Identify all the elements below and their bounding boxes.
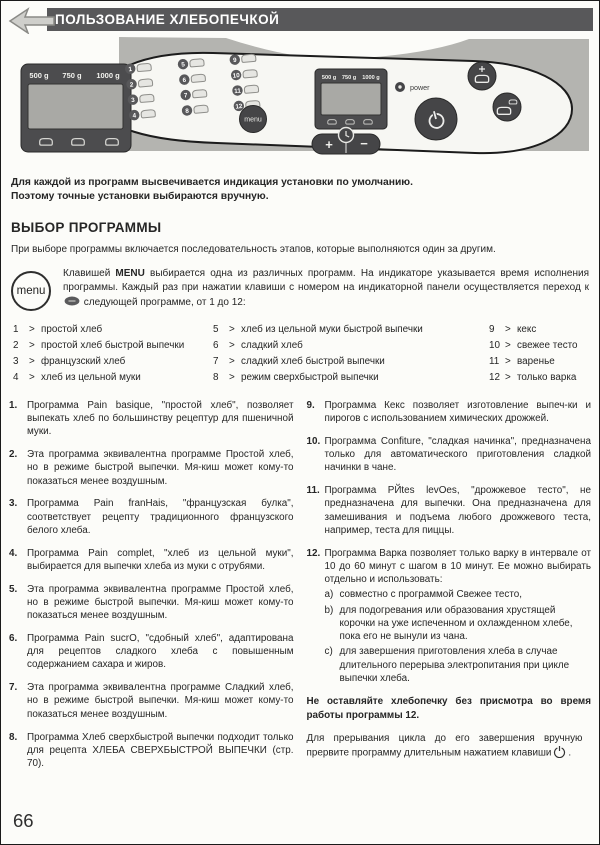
program-number: 10 xyxy=(489,340,500,352)
power-button xyxy=(415,98,457,140)
separator: > xyxy=(229,324,235,336)
program-label: свежее тесто xyxy=(517,340,578,352)
svg-text:3: 3 xyxy=(130,96,136,105)
menu-key-icon: menu xyxy=(11,271,51,311)
separator: > xyxy=(229,371,235,383)
closing-seg1: Для прерывания цикла до его завершения вручную прервите программу длительным нажатием клавиши xyxy=(306,732,583,759)
program-list-item xyxy=(489,322,589,338)
separator: > xyxy=(29,371,35,383)
item-number: 10. xyxy=(306,435,321,447)
bread-icon xyxy=(140,94,155,102)
bread-icon xyxy=(138,79,153,87)
svg-text:6: 6 xyxy=(182,76,187,85)
svg-text:8: 8 xyxy=(185,107,190,115)
svg-text:5: 5 xyxy=(181,61,186,69)
program-list-item xyxy=(213,354,489,370)
program-description-10 xyxy=(307,435,592,475)
menu-button xyxy=(240,106,267,133)
program-label: простой хлеб xyxy=(41,324,103,336)
program-description-4 xyxy=(9,547,294,574)
program-list-item xyxy=(489,370,589,386)
weight-label-500: 500 g xyxy=(29,71,49,80)
menu-text-seg1: Клавишей xyxy=(63,267,111,279)
item-text: Программа Pain sucrO, "сдобный хлеб", адаптирована для рецептов сладкого хлеба с повышенным содержанием сахара и жиров. xyxy=(27,632,294,671)
svg-text:9: 9 xyxy=(232,56,237,65)
section-heading: ВЫБОР ПРОГРАММЫ xyxy=(11,219,162,235)
page-header xyxy=(1,8,593,31)
program-quick-list xyxy=(13,322,589,385)
program-list-item xyxy=(489,354,589,370)
arrow-icon xyxy=(6,4,58,34)
item-text: Программа Pain complet, "хлеб из цельной муки", выбирается для выпечки хлеба из муки с отрубями. xyxy=(27,547,294,572)
sublist-marker: a) xyxy=(324,589,334,601)
unattended-warning: Не оставляйте хлебопечку без присмотра во время работы программы 12. xyxy=(306,696,591,721)
separator: > xyxy=(505,356,511,367)
separator: > xyxy=(505,324,511,336)
program-list-item xyxy=(213,322,489,338)
item-text: Программа Хлеб сверхбыстрой выпечки подходит только для рецепта ХЛЕБА СВЕРХБЫСТРОЙ ВЫПЕЧКИ (стр. 70). xyxy=(27,731,294,770)
sublist-text: для подогревания или образования хрустящей корочки на уже испеченном и охлажденном хлебе, пока его не вынули из чана. xyxy=(339,604,573,643)
program-list-item xyxy=(489,338,589,354)
bread-icon xyxy=(192,89,207,97)
sublist-marker: b) xyxy=(324,604,334,616)
sublist-item-c xyxy=(325,645,592,685)
program-label: кекс xyxy=(517,324,537,336)
bread-icon xyxy=(241,54,256,62)
closing-seg2: . xyxy=(568,747,572,759)
crust-color-button xyxy=(468,62,496,90)
item-text: Программа Confiture, "сладкая начинка", предназначена только для автоматического приготовления сладкой начинки в чане. xyxy=(324,435,591,474)
menu-text-seg2: выбирается одна из различных программ. На индикаторе указывается время исполнения программы. Каждый раз при нажатии клавиши с номером на индикаторной панели осуществляется переход к xyxy=(63,267,589,294)
program-label: сладкий хлеб xyxy=(241,340,303,352)
separator: > xyxy=(29,356,35,367)
program-description-3 xyxy=(9,497,294,537)
sublist-text: совместно с программой Свежее тесто, xyxy=(339,589,523,601)
program-description-7 xyxy=(9,681,294,721)
program-list-item xyxy=(13,370,213,386)
program-label: сладкий хлеб быстрой выпечки xyxy=(241,356,385,367)
program-label: варенье xyxy=(517,356,555,367)
program-label: простой хлеб быстрой выпечки xyxy=(41,340,185,352)
program-number: 4 xyxy=(13,371,19,383)
program-number: 5 xyxy=(213,324,219,336)
control-panel-illustration xyxy=(1,31,600,171)
item-number: 1. xyxy=(9,399,18,411)
item-text: Программа PЙtes levOes, "дрожжевое тесто", не предназначена для выпечки. Она предназначена для замешивания и подъема любого дрожжевого теста, например, теста для пиццы. xyxy=(324,485,591,536)
svg-text:4: 4 xyxy=(132,112,137,120)
program-number: 2 xyxy=(13,340,19,352)
program-number: 11 xyxy=(489,356,500,367)
loaf-size-button xyxy=(493,93,521,121)
item-number: 2. xyxy=(9,448,18,460)
weight-label-500: 500 g xyxy=(321,75,337,81)
program-description-6 xyxy=(9,632,294,672)
description-column-left xyxy=(9,399,294,780)
program-description-11 xyxy=(307,484,592,537)
program-list-item xyxy=(13,322,213,338)
bread-icon xyxy=(244,85,259,93)
item-text: Эта программа эквивалентна программе Простой хлеб, но в режиме быстрой выпечки. Мя-киш может кому-то показаться менее воздушным. xyxy=(27,448,294,487)
item-number: 11. xyxy=(306,485,320,497)
program-number: 1 xyxy=(13,324,19,336)
side-display-screen xyxy=(28,84,123,129)
separator: > xyxy=(505,371,511,383)
item-number: 9. xyxy=(306,399,315,411)
power-key-inline-icon xyxy=(553,745,566,762)
program-description-2 xyxy=(9,448,294,488)
menu-key-inline-icon xyxy=(64,296,80,312)
program-label: режим сверхбыстрой выпечки xyxy=(241,371,379,383)
svg-text:7: 7 xyxy=(183,92,188,100)
program-number: 8 xyxy=(213,371,219,383)
item-number: 3. xyxy=(9,498,18,510)
weight-label-750: 750 g xyxy=(341,75,357,81)
weight-label-1000: 1000 g xyxy=(362,75,380,81)
power-indicator xyxy=(395,82,430,92)
bread-icon xyxy=(243,69,258,77)
bread-icon xyxy=(141,110,156,118)
description-column-right xyxy=(307,399,592,780)
svg-text:12: 12 xyxy=(235,102,243,111)
item-text: Программа Варка позволяет только варку в интервале от 10 до 60 минут с шагом в 10 минут. Ее можно выбирать отдельно и использовать: xyxy=(324,547,591,586)
program-label: хлеб из цельной муки xyxy=(41,371,141,383)
program-list-item xyxy=(13,338,213,354)
item-text: Эта программа эквивалентна программе Простой хлеб, но в режиме быстрой выпечки. Мя-киш может кому-то показаться менее воздушным. xyxy=(27,583,294,622)
item-number: 6. xyxy=(9,632,18,644)
menu-word: MENU xyxy=(110,267,151,279)
program-description-1 xyxy=(9,399,294,439)
sublist-text: для завершения приготовления хлеба в случае длительного перерыва электропитания при цикле выпечки хлеба. xyxy=(339,646,570,684)
item-number: 7. xyxy=(9,682,18,694)
program-list-column-2 xyxy=(213,322,489,385)
sublist-marker: c) xyxy=(324,646,333,658)
page-title: ПОЛЬЗОВАНИЕ ХЛЕБОПЕЧКОЙ xyxy=(47,8,593,31)
side-display xyxy=(21,64,131,152)
bread-icon xyxy=(137,63,152,71)
program-list-item xyxy=(213,338,489,354)
program-description-5 xyxy=(9,583,294,623)
svg-text:11: 11 xyxy=(233,87,242,96)
program-list-column-1 xyxy=(13,322,213,385)
page-number: 66 xyxy=(13,810,34,831)
item-text: Программа Кекс позволяет изготовление выпеч-ки и пирогов с использованием химических дрожжей. xyxy=(324,399,591,424)
item-number: 12. xyxy=(306,547,321,559)
program-label: только варка xyxy=(517,371,577,383)
bread-icon xyxy=(194,105,209,113)
svg-text:menu: menu xyxy=(244,116,262,124)
bread-icon xyxy=(190,59,205,67)
sublist-item-a xyxy=(325,588,592,601)
minus-button: − xyxy=(360,136,368,151)
program-number: 7 xyxy=(213,356,219,367)
separator: > xyxy=(505,340,511,352)
separator: > xyxy=(229,356,235,367)
note-line-2: Поэтому точные установки выбираются вручную. xyxy=(11,191,269,203)
svg-text:2: 2 xyxy=(129,81,134,89)
svg-text:10: 10 xyxy=(232,72,241,80)
lcd-screen xyxy=(321,83,381,115)
program-number: 6 xyxy=(213,340,219,352)
menu-paragraph xyxy=(63,267,589,312)
cycle-interrupt-note xyxy=(307,732,583,763)
program-label: хлеб из цельной муки быстрой выпечки xyxy=(241,324,423,336)
item-text: Программа Pain franHais, "французская булка", соответствует рецепту традиционного французского белого хлеба. xyxy=(27,498,294,536)
program-list-item xyxy=(213,370,489,386)
program-list-column-3 xyxy=(489,322,589,385)
item-number: 5. xyxy=(9,583,18,595)
program-number: 3 xyxy=(13,356,19,367)
program-number: 12 xyxy=(489,371,500,383)
weight-label-750: 750 g xyxy=(62,71,82,80)
item-text: Эта программа эквивалентна программе Сладкий хлеб, но в режиме быстрой выпечки. Мя-киш может кому-то показаться менее воздушным. xyxy=(27,682,294,720)
program-number: 9 xyxy=(489,324,495,336)
sublist-item-b xyxy=(325,604,592,644)
item-number: 4. xyxy=(9,547,18,559)
weight-label-1000: 1000 g xyxy=(96,71,120,80)
lcd-display xyxy=(315,69,387,129)
menu-text-seg3: следующей программе, от 1 до 12: xyxy=(81,296,246,308)
item-text: Программа Pain basique, "простой хлеб", позволяет выпекать хлеб по большинству рецептур для пшеничной муки. xyxy=(27,399,294,438)
note-line-1: Для каждой из программ высвечивается индикация установки по умолчанию. xyxy=(11,177,413,188)
program-description-12 xyxy=(307,547,592,587)
program-description-8 xyxy=(9,731,294,771)
separator: > xyxy=(29,324,35,336)
menu-paragraph-block xyxy=(11,267,589,312)
description-columns xyxy=(9,399,591,780)
separator: > xyxy=(29,340,35,352)
program-label: французский хлеб xyxy=(41,356,126,367)
bread-icon xyxy=(191,74,206,82)
section-lead: При выборе программы включается последовательность этапов, которые выполняются один за другим. xyxy=(11,243,496,255)
program-list-item xyxy=(13,354,213,370)
plus-button: + xyxy=(325,137,333,152)
item-number: 8. xyxy=(9,731,18,743)
separator: > xyxy=(229,340,235,352)
svg-text:1: 1 xyxy=(128,65,133,74)
program-description-9 xyxy=(307,399,592,426)
default-settings-note xyxy=(11,176,589,205)
power-label: power xyxy=(410,83,430,92)
